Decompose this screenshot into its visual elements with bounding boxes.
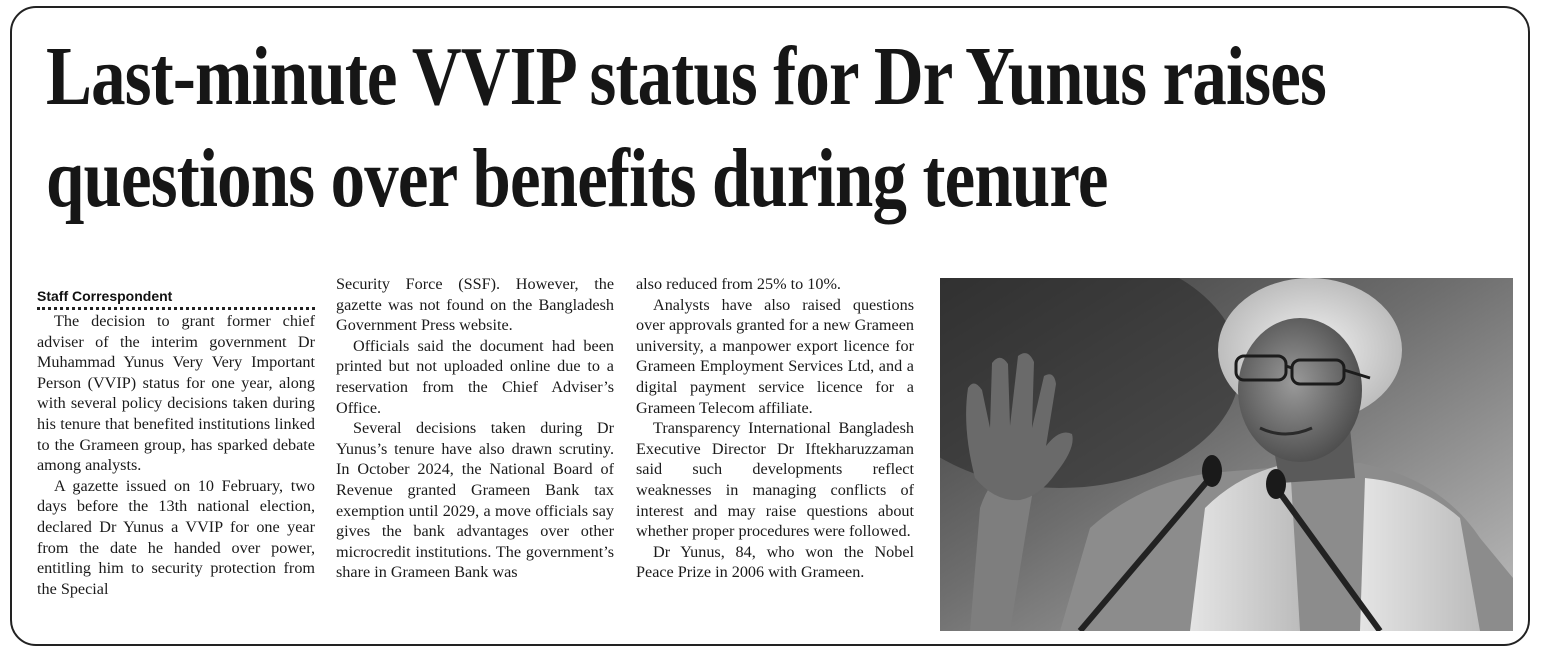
paragraph: The decision to grant former chief adviser of the interim government Dr Muhammad Yunus Very Very Important Person (VVIP) status for one year, along with several policy decisions taken during his tenure that benefited institutions linked to the Grameen group, has sparked debate among analysts. <box>37 312 315 475</box>
headline-line-1: Last-minute VVIP status for Dr Yunus raises <box>46 30 1327 123</box>
paragraph: Several decisions taken during Dr Yunus’s tenure have also drawn scrutiny. In October 2024, the National Board of Revenue granted Grameen Bank tax exemption until 2029, a move officials say gives the bank advantages over other microcredit institutions. The government’s share in Grameen Bank was <box>336 419 614 582</box>
headline <box>46 26 1327 230</box>
column-3 <box>636 274 914 583</box>
paragraph: Officials said the document had been printed but not uploaded online due to a reservation from the Chief Adviser’s Office. <box>336 336 614 417</box>
column-2 <box>336 274 614 583</box>
column-1 <box>37 274 315 599</box>
byline: Staff Correspondent <box>37 287 315 310</box>
paragraph: Security Force (SSF). However, the gazette was not found on the Bangladesh Government Press website. <box>336 275 614 335</box>
article-photo <box>940 278 1513 631</box>
headline-line-2: questions over benefits during tenure <box>46 132 1108 225</box>
paragraph: A gazette issued on 10 February, two days before the 13th national election, declared Dr Yunus a VVIP for one year from the date he handed over power, entitling him to security protection from the Special <box>37 476 315 598</box>
photo-illustration <box>940 278 1513 631</box>
paragraph: Analysts have also raised questions over approvals granted for a new Grameen university, a manpower export licence for Grameen Employment Services Ltd, and a digital payment service licence for a Grameen Telecom affiliate. <box>636 295 914 417</box>
paragraph: Dr Yunus, 84, who won the Nobel Peace Prize in 2006 with Grameen. <box>636 542 914 582</box>
paragraph: also reduced from 25% to 10%. <box>636 275 841 293</box>
paragraph: Transparency International Bangladesh Executive Director Dr Iftekharuzzaman said such developments reflect weaknesses in managing conflicts of interest and may raise questions about whether proper procedures were followed. <box>636 419 914 541</box>
